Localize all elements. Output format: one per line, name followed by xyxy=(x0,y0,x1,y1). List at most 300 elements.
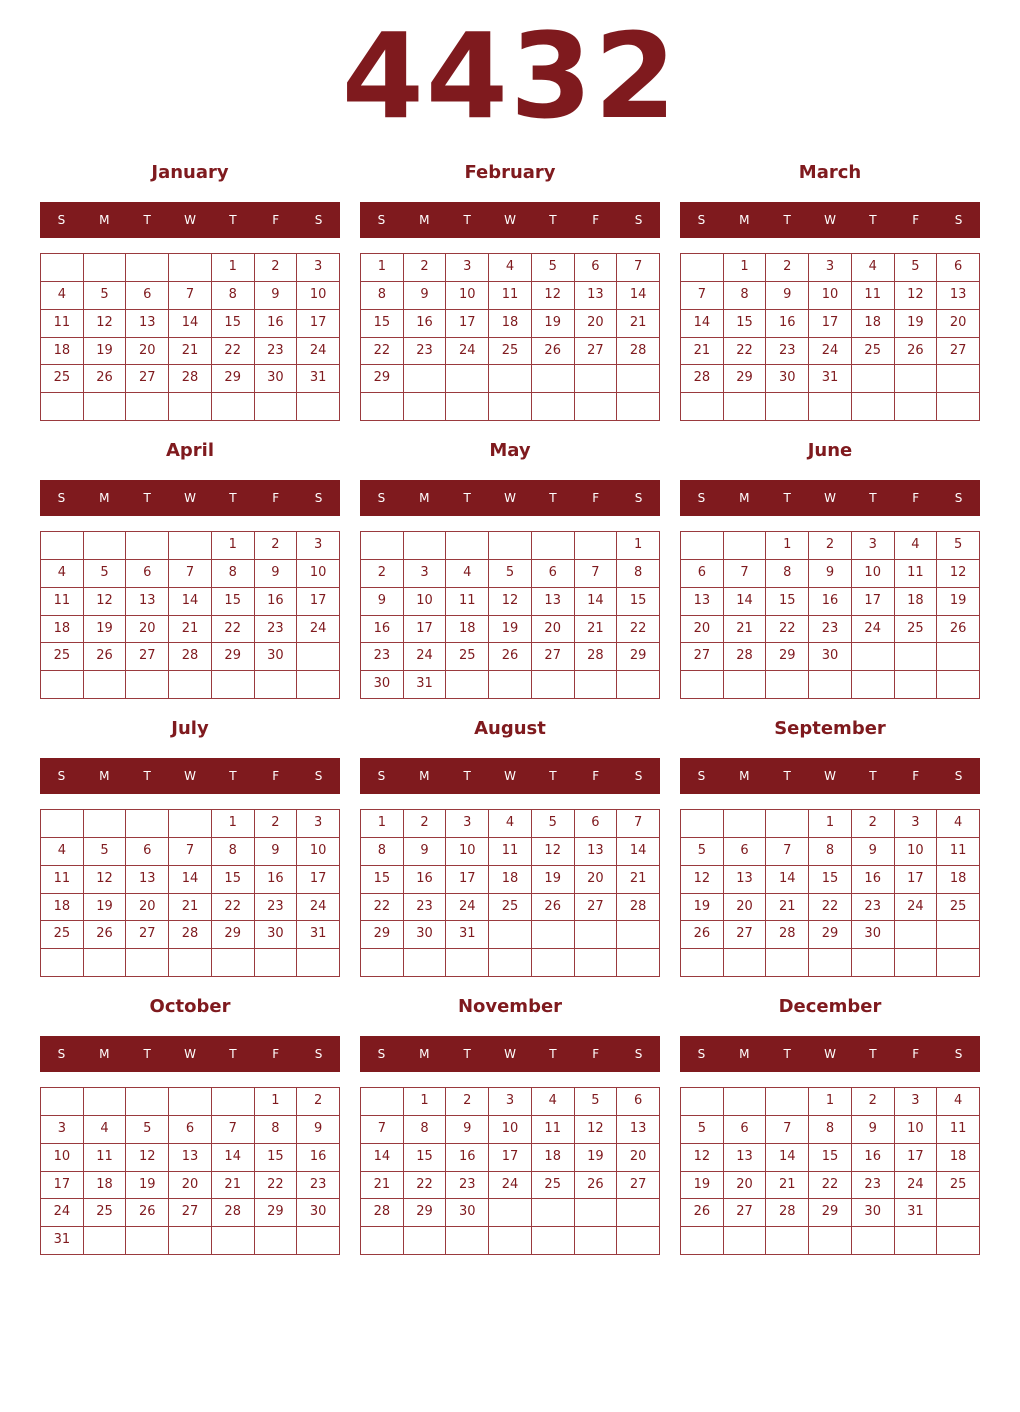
day-cell[interactable]: 13 xyxy=(724,866,767,894)
day-cell[interactable]: 12 xyxy=(895,282,938,310)
day-cell[interactable]: 20 xyxy=(532,616,575,644)
day-cell[interactable]: 17 xyxy=(446,310,489,338)
day-cell[interactable]: 30 xyxy=(766,365,809,393)
day-cell[interactable]: 28 xyxy=(766,921,809,949)
day-cell[interactable]: 11 xyxy=(489,282,532,310)
day-cell[interactable]: 9 xyxy=(446,1116,489,1144)
day-cell[interactable]: 25 xyxy=(937,1172,980,1200)
day-cell[interactable]: 3 xyxy=(41,1116,84,1144)
day-cell[interactable]: 17 xyxy=(297,588,340,616)
day-cell[interactable]: 5 xyxy=(532,254,575,282)
day-cell[interactable]: 12 xyxy=(489,588,532,616)
day-cell[interactable]: 2 xyxy=(446,1088,489,1116)
day-cell[interactable]: 13 xyxy=(681,588,724,616)
day-cell[interactable]: 24 xyxy=(895,894,938,922)
day-cell[interactable]: 22 xyxy=(724,338,767,366)
day-cell[interactable]: 28 xyxy=(617,338,660,366)
day-cell[interactable]: 21 xyxy=(681,338,724,366)
day-cell[interactable]: 20 xyxy=(575,310,618,338)
day-cell[interactable]: 10 xyxy=(446,282,489,310)
day-cell[interactable]: 28 xyxy=(169,365,212,393)
day-cell[interactable]: 29 xyxy=(212,643,255,671)
day-cell[interactable]: 3 xyxy=(446,254,489,282)
day-cell[interactable]: 2 xyxy=(852,810,895,838)
day-cell[interactable]: 2 xyxy=(852,1088,895,1116)
day-cell[interactable]: 12 xyxy=(532,838,575,866)
day-cell[interactable]: 29 xyxy=(809,1199,852,1227)
day-cell[interactable]: 10 xyxy=(41,1144,84,1172)
day-cell[interactable]: 9 xyxy=(766,282,809,310)
day-cell[interactable]: 6 xyxy=(724,838,767,866)
day-cell[interactable]: 5 xyxy=(126,1116,169,1144)
day-cell[interactable]: 9 xyxy=(297,1116,340,1144)
day-cell[interactable]: 27 xyxy=(724,1199,767,1227)
day-cell[interactable]: 21 xyxy=(169,338,212,366)
day-cell[interactable]: 12 xyxy=(84,310,127,338)
day-cell[interactable]: 30 xyxy=(255,921,298,949)
day-cell[interactable]: 11 xyxy=(84,1144,127,1172)
day-cell[interactable]: 5 xyxy=(681,838,724,866)
day-cell[interactable]: 18 xyxy=(84,1172,127,1200)
day-cell[interactable]: 7 xyxy=(681,282,724,310)
day-cell[interactable]: 17 xyxy=(297,310,340,338)
day-cell[interactable]: 27 xyxy=(169,1199,212,1227)
day-cell[interactable]: 16 xyxy=(404,310,447,338)
day-cell[interactable]: 18 xyxy=(489,866,532,894)
day-cell[interactable]: 23 xyxy=(852,894,895,922)
day-cell[interactable]: 15 xyxy=(212,588,255,616)
day-cell[interactable]: 1 xyxy=(361,810,404,838)
day-cell[interactable]: 9 xyxy=(361,588,404,616)
day-cell[interactable]: 28 xyxy=(724,643,767,671)
day-cell[interactable]: 31 xyxy=(404,671,447,699)
day-cell[interactable]: 21 xyxy=(617,866,660,894)
day-cell[interactable]: 30 xyxy=(809,643,852,671)
day-cell[interactable]: 19 xyxy=(126,1172,169,1200)
day-cell[interactable]: 15 xyxy=(766,588,809,616)
day-cell[interactable]: 14 xyxy=(575,588,618,616)
day-cell[interactable]: 28 xyxy=(681,365,724,393)
day-cell[interactable]: 1 xyxy=(212,810,255,838)
day-cell[interactable]: 25 xyxy=(489,894,532,922)
day-cell[interactable]: 16 xyxy=(255,310,298,338)
day-cell[interactable]: 11 xyxy=(532,1116,575,1144)
day-cell[interactable]: 22 xyxy=(617,616,660,644)
day-cell[interactable]: 11 xyxy=(41,588,84,616)
day-cell[interactable]: 15 xyxy=(617,588,660,616)
day-cell[interactable]: 28 xyxy=(169,643,212,671)
day-cell[interactable]: 26 xyxy=(937,616,980,644)
day-cell[interactable]: 26 xyxy=(532,894,575,922)
day-cell[interactable]: 19 xyxy=(937,588,980,616)
day-cell[interactable]: 21 xyxy=(361,1172,404,1200)
day-cell[interactable]: 4 xyxy=(532,1088,575,1116)
day-cell[interactable]: 25 xyxy=(489,338,532,366)
day-cell[interactable]: 8 xyxy=(212,838,255,866)
day-cell[interactable]: 22 xyxy=(809,894,852,922)
day-cell[interactable]: 29 xyxy=(361,921,404,949)
day-cell[interactable]: 29 xyxy=(255,1199,298,1227)
day-cell[interactable]: 14 xyxy=(169,866,212,894)
day-cell[interactable]: 8 xyxy=(766,560,809,588)
day-cell[interactable]: 3 xyxy=(489,1088,532,1116)
day-cell[interactable]: 2 xyxy=(766,254,809,282)
day-cell[interactable]: 20 xyxy=(126,894,169,922)
day-cell[interactable]: 7 xyxy=(361,1116,404,1144)
day-cell[interactable]: 7 xyxy=(212,1116,255,1144)
day-cell[interactable]: 1 xyxy=(212,254,255,282)
day-cell[interactable]: 24 xyxy=(297,894,340,922)
day-cell[interactable]: 25 xyxy=(446,643,489,671)
day-cell[interactable]: 29 xyxy=(766,643,809,671)
day-cell[interactable]: 24 xyxy=(297,338,340,366)
day-cell[interactable]: 4 xyxy=(937,1088,980,1116)
day-cell[interactable]: 27 xyxy=(617,1172,660,1200)
day-cell[interactable]: 28 xyxy=(212,1199,255,1227)
day-cell[interactable]: 15 xyxy=(361,310,404,338)
day-cell[interactable]: 1 xyxy=(212,532,255,560)
day-cell[interactable]: 13 xyxy=(724,1144,767,1172)
day-cell[interactable]: 14 xyxy=(766,866,809,894)
day-cell[interactable]: 23 xyxy=(361,643,404,671)
day-cell[interactable]: 17 xyxy=(809,310,852,338)
day-cell[interactable]: 13 xyxy=(169,1144,212,1172)
day-cell[interactable]: 24 xyxy=(297,616,340,644)
day-cell[interactable]: 25 xyxy=(852,338,895,366)
day-cell[interactable]: 5 xyxy=(84,560,127,588)
day-cell[interactable]: 27 xyxy=(724,921,767,949)
day-cell[interactable]: 21 xyxy=(212,1172,255,1200)
day-cell[interactable]: 21 xyxy=(169,894,212,922)
day-cell[interactable]: 8 xyxy=(212,560,255,588)
day-cell[interactable]: 23 xyxy=(766,338,809,366)
day-cell[interactable]: 16 xyxy=(255,588,298,616)
day-cell[interactable]: 18 xyxy=(446,616,489,644)
day-cell[interactable]: 19 xyxy=(532,310,575,338)
day-cell[interactable]: 22 xyxy=(404,1172,447,1200)
day-cell[interactable]: 2 xyxy=(404,254,447,282)
day-cell[interactable]: 19 xyxy=(84,894,127,922)
day-cell[interactable]: 30 xyxy=(361,671,404,699)
day-cell[interactable]: 2 xyxy=(255,810,298,838)
day-cell[interactable]: 29 xyxy=(212,365,255,393)
day-cell[interactable]: 17 xyxy=(446,866,489,894)
day-cell[interactable]: 5 xyxy=(681,1116,724,1144)
day-cell[interactable]: 16 xyxy=(446,1144,489,1172)
day-cell[interactable]: 30 xyxy=(446,1199,489,1227)
day-cell[interactable]: 8 xyxy=(617,560,660,588)
day-cell[interactable]: 3 xyxy=(446,810,489,838)
day-cell[interactable]: 12 xyxy=(126,1144,169,1172)
day-cell[interactable]: 11 xyxy=(446,588,489,616)
day-cell[interactable]: 9 xyxy=(852,838,895,866)
day-cell[interactable]: 6 xyxy=(575,810,618,838)
day-cell[interactable]: 8 xyxy=(361,838,404,866)
day-cell[interactable]: 6 xyxy=(575,254,618,282)
day-cell[interactable]: 4 xyxy=(937,810,980,838)
day-cell[interactable]: 19 xyxy=(681,1172,724,1200)
day-cell[interactable]: 27 xyxy=(126,365,169,393)
day-cell[interactable]: 31 xyxy=(297,365,340,393)
day-cell[interactable]: 6 xyxy=(532,560,575,588)
day-cell[interactable]: 26 xyxy=(84,365,127,393)
day-cell[interactable]: 14 xyxy=(724,588,767,616)
day-cell[interactable]: 31 xyxy=(809,365,852,393)
day-cell[interactable]: 15 xyxy=(255,1144,298,1172)
day-cell[interactable]: 28 xyxy=(169,921,212,949)
day-cell[interactable]: 7 xyxy=(766,1116,809,1144)
day-cell[interactable]: 26 xyxy=(532,338,575,366)
day-cell[interactable]: 3 xyxy=(852,532,895,560)
day-cell[interactable]: 22 xyxy=(809,1172,852,1200)
day-cell[interactable]: 7 xyxy=(575,560,618,588)
day-cell[interactable]: 16 xyxy=(852,1144,895,1172)
day-cell[interactable]: 8 xyxy=(809,838,852,866)
day-cell[interactable]: 4 xyxy=(84,1116,127,1144)
day-cell[interactable]: 21 xyxy=(766,1172,809,1200)
day-cell[interactable]: 24 xyxy=(404,643,447,671)
day-cell[interactable]: 20 xyxy=(126,616,169,644)
day-cell[interactable]: 23 xyxy=(809,616,852,644)
day-cell[interactable]: 31 xyxy=(297,921,340,949)
day-cell[interactable]: 6 xyxy=(617,1088,660,1116)
day-cell[interactable]: 18 xyxy=(41,616,84,644)
day-cell[interactable]: 15 xyxy=(724,310,767,338)
day-cell[interactable]: 12 xyxy=(681,866,724,894)
day-cell[interactable]: 14 xyxy=(361,1144,404,1172)
day-cell[interactable]: 27 xyxy=(126,921,169,949)
day-cell[interactable]: 11 xyxy=(895,560,938,588)
day-cell[interactable]: 9 xyxy=(404,282,447,310)
day-cell[interactable]: 5 xyxy=(532,810,575,838)
day-cell[interactable]: 23 xyxy=(297,1172,340,1200)
day-cell[interactable]: 11 xyxy=(41,310,84,338)
day-cell[interactable]: 24 xyxy=(446,894,489,922)
day-cell[interactable]: 24 xyxy=(895,1172,938,1200)
day-cell[interactable]: 2 xyxy=(297,1088,340,1116)
day-cell[interactable]: 24 xyxy=(489,1172,532,1200)
day-cell[interactable]: 12 xyxy=(84,866,127,894)
day-cell[interactable]: 7 xyxy=(617,810,660,838)
day-cell[interactable]: 31 xyxy=(895,1199,938,1227)
day-cell[interactable]: 15 xyxy=(361,866,404,894)
day-cell[interactable]: 12 xyxy=(575,1116,618,1144)
day-cell[interactable]: 23 xyxy=(404,338,447,366)
day-cell[interactable]: 1 xyxy=(809,1088,852,1116)
day-cell[interactable]: 19 xyxy=(681,894,724,922)
day-cell[interactable]: 19 xyxy=(532,866,575,894)
day-cell[interactable]: 9 xyxy=(404,838,447,866)
day-cell[interactable]: 13 xyxy=(126,310,169,338)
day-cell[interactable]: 13 xyxy=(937,282,980,310)
day-cell[interactable]: 18 xyxy=(852,310,895,338)
day-cell[interactable]: 7 xyxy=(617,254,660,282)
day-cell[interactable]: 21 xyxy=(617,310,660,338)
day-cell[interactable]: 26 xyxy=(84,643,127,671)
day-cell[interactable]: 14 xyxy=(766,1144,809,1172)
day-cell[interactable]: 4 xyxy=(489,254,532,282)
day-cell[interactable]: 22 xyxy=(361,338,404,366)
day-cell[interactable]: 4 xyxy=(895,532,938,560)
day-cell[interactable]: 22 xyxy=(212,616,255,644)
day-cell[interactable]: 20 xyxy=(937,310,980,338)
day-cell[interactable]: 6 xyxy=(937,254,980,282)
day-cell[interactable]: 19 xyxy=(84,616,127,644)
day-cell[interactable]: 16 xyxy=(297,1144,340,1172)
day-cell[interactable]: 29 xyxy=(617,643,660,671)
day-cell[interactable]: 1 xyxy=(404,1088,447,1116)
day-cell[interactable]: 25 xyxy=(895,616,938,644)
day-cell[interactable]: 1 xyxy=(255,1088,298,1116)
day-cell[interactable]: 15 xyxy=(212,866,255,894)
day-cell[interactable]: 25 xyxy=(41,921,84,949)
day-cell[interactable]: 26 xyxy=(489,643,532,671)
day-cell[interactable]: 16 xyxy=(404,866,447,894)
day-cell[interactable]: 13 xyxy=(126,866,169,894)
day-cell[interactable]: 3 xyxy=(895,1088,938,1116)
day-cell[interactable]: 16 xyxy=(809,588,852,616)
day-cell[interactable]: 28 xyxy=(361,1199,404,1227)
day-cell[interactable]: 13 xyxy=(575,838,618,866)
day-cell[interactable]: 15 xyxy=(809,866,852,894)
day-cell[interactable]: 21 xyxy=(766,894,809,922)
day-cell[interactable]: 23 xyxy=(255,894,298,922)
day-cell[interactable]: 12 xyxy=(681,1144,724,1172)
day-cell[interactable]: 16 xyxy=(361,616,404,644)
day-cell[interactable]: 19 xyxy=(575,1144,618,1172)
day-cell[interactable]: 7 xyxy=(169,838,212,866)
day-cell[interactable]: 22 xyxy=(766,616,809,644)
day-cell[interactable]: 9 xyxy=(255,838,298,866)
day-cell[interactable]: 4 xyxy=(489,810,532,838)
day-cell[interactable]: 10 xyxy=(809,282,852,310)
day-cell[interactable]: 24 xyxy=(41,1199,84,1227)
day-cell[interactable]: 20 xyxy=(724,1172,767,1200)
day-cell[interactable]: 21 xyxy=(575,616,618,644)
day-cell[interactable]: 27 xyxy=(575,338,618,366)
day-cell[interactable]: 26 xyxy=(681,1199,724,1227)
day-cell[interactable]: 5 xyxy=(937,532,980,560)
day-cell[interactable]: 20 xyxy=(126,338,169,366)
day-cell[interactable]: 13 xyxy=(532,588,575,616)
day-cell[interactable]: 5 xyxy=(84,838,127,866)
day-cell[interactable]: 15 xyxy=(404,1144,447,1172)
day-cell[interactable]: 17 xyxy=(852,588,895,616)
day-cell[interactable]: 6 xyxy=(126,560,169,588)
day-cell[interactable]: 10 xyxy=(895,1116,938,1144)
day-cell[interactable]: 26 xyxy=(84,921,127,949)
day-cell[interactable]: 1 xyxy=(766,532,809,560)
day-cell[interactable]: 18 xyxy=(41,338,84,366)
day-cell[interactable]: 11 xyxy=(489,838,532,866)
day-cell[interactable]: 6 xyxy=(681,560,724,588)
day-cell[interactable]: 11 xyxy=(937,1116,980,1144)
day-cell[interactable]: 17 xyxy=(895,1144,938,1172)
day-cell[interactable]: 27 xyxy=(681,643,724,671)
day-cell[interactable]: 9 xyxy=(255,282,298,310)
day-cell[interactable]: 30 xyxy=(297,1199,340,1227)
day-cell[interactable]: 10 xyxy=(297,838,340,866)
day-cell[interactable]: 3 xyxy=(297,532,340,560)
day-cell[interactable]: 4 xyxy=(446,560,489,588)
day-cell[interactable]: 17 xyxy=(489,1144,532,1172)
day-cell[interactable]: 7 xyxy=(169,560,212,588)
day-cell[interactable]: 25 xyxy=(84,1199,127,1227)
day-cell[interactable]: 6 xyxy=(169,1116,212,1144)
day-cell[interactable]: 10 xyxy=(489,1116,532,1144)
day-cell[interactable]: 19 xyxy=(84,338,127,366)
day-cell[interactable]: 30 xyxy=(255,643,298,671)
day-cell[interactable]: 27 xyxy=(575,894,618,922)
day-cell[interactable]: 3 xyxy=(809,254,852,282)
day-cell[interactable]: 8 xyxy=(809,1116,852,1144)
day-cell[interactable]: 19 xyxy=(489,616,532,644)
day-cell[interactable]: 11 xyxy=(937,838,980,866)
day-cell[interactable]: 18 xyxy=(532,1144,575,1172)
day-cell[interactable]: 14 xyxy=(617,838,660,866)
day-cell[interactable]: 2 xyxy=(809,532,852,560)
day-cell[interactable]: 14 xyxy=(169,310,212,338)
day-cell[interactable]: 3 xyxy=(404,560,447,588)
day-cell[interactable]: 18 xyxy=(41,894,84,922)
day-cell[interactable]: 1 xyxy=(617,532,660,560)
day-cell[interactable]: 22 xyxy=(212,894,255,922)
day-cell[interactable]: 22 xyxy=(361,894,404,922)
day-cell[interactable]: 25 xyxy=(41,643,84,671)
day-cell[interactable]: 17 xyxy=(895,866,938,894)
day-cell[interactable]: 13 xyxy=(575,282,618,310)
day-cell[interactable]: 8 xyxy=(404,1116,447,1144)
day-cell[interactable]: 23 xyxy=(255,338,298,366)
day-cell[interactable]: 23 xyxy=(404,894,447,922)
day-cell[interactable]: 31 xyxy=(41,1227,84,1255)
day-cell[interactable]: 13 xyxy=(617,1116,660,1144)
day-cell[interactable]: 23 xyxy=(446,1172,489,1200)
day-cell[interactable]: 23 xyxy=(255,616,298,644)
day-cell[interactable]: 2 xyxy=(255,254,298,282)
day-cell[interactable]: 10 xyxy=(297,282,340,310)
day-cell[interactable]: 5 xyxy=(489,560,532,588)
day-cell[interactable]: 14 xyxy=(617,282,660,310)
day-cell[interactable]: 12 xyxy=(532,282,575,310)
day-cell[interactable]: 18 xyxy=(937,1144,980,1172)
day-cell[interactable]: 20 xyxy=(681,616,724,644)
day-cell[interactable]: 2 xyxy=(404,810,447,838)
day-cell[interactable]: 22 xyxy=(212,338,255,366)
day-cell[interactable]: 17 xyxy=(297,866,340,894)
day-cell[interactable]: 10 xyxy=(446,838,489,866)
day-cell[interactable]: 4 xyxy=(852,254,895,282)
day-cell[interactable]: 21 xyxy=(724,616,767,644)
day-cell[interactable]: 20 xyxy=(169,1172,212,1200)
day-cell[interactable]: 26 xyxy=(895,338,938,366)
day-cell[interactable]: 20 xyxy=(617,1144,660,1172)
day-cell[interactable]: 26 xyxy=(681,921,724,949)
day-cell[interactable]: 4 xyxy=(41,282,84,310)
day-cell[interactable]: 3 xyxy=(297,810,340,838)
day-cell[interactable]: 29 xyxy=(809,921,852,949)
day-cell[interactable]: 27 xyxy=(126,643,169,671)
day-cell[interactable]: 22 xyxy=(255,1172,298,1200)
day-cell[interactable]: 4 xyxy=(41,838,84,866)
day-cell[interactable]: 29 xyxy=(212,921,255,949)
day-cell[interactable]: 24 xyxy=(446,338,489,366)
day-cell[interactable]: 8 xyxy=(361,282,404,310)
day-cell[interactable]: 25 xyxy=(532,1172,575,1200)
day-cell[interactable]: 8 xyxy=(724,282,767,310)
day-cell[interactable]: 18 xyxy=(489,310,532,338)
day-cell[interactable]: 30 xyxy=(852,921,895,949)
